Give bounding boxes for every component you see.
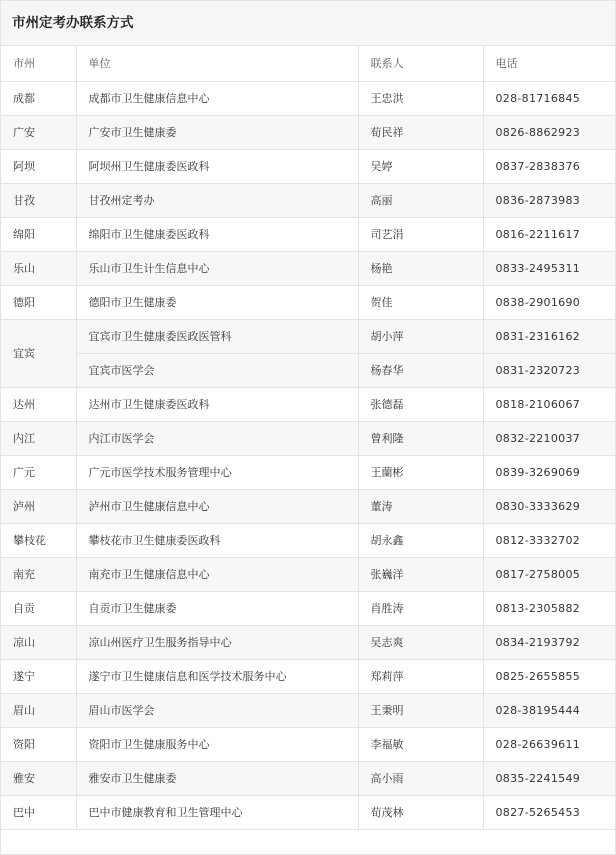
city-cell: 达州 [1, 387, 76, 421]
table-row [1, 115, 615, 149]
unit-cell: 自贡市卫生健康委 [76, 591, 358, 625]
table-title: 市州定考办联系方式 [1, 1, 615, 46]
phone-cell: 0837-2838376 [483, 149, 615, 183]
table-row [1, 557, 615, 591]
unit-cell: 泸州市卫生健康信息中心 [76, 489, 358, 523]
city-cell: 资阳 [1, 727, 76, 761]
unit-cell: 攀枝花市卫生健康委医政科 [76, 523, 358, 557]
city-cell: 眉山 [1, 693, 76, 727]
city-cell: 攀枝花 [1, 523, 76, 557]
header-unit: 单位 [76, 46, 358, 81]
table-row [1, 489, 615, 523]
table-row [1, 387, 615, 421]
table-row [1, 727, 615, 761]
table-row [1, 591, 615, 625]
unit-cell: 成都市卫生健康信息中心 [76, 81, 358, 115]
phone-cell: 028-38195444 [483, 693, 615, 727]
table-row [1, 625, 615, 659]
phone-cell: 0831-2320723 [483, 353, 615, 387]
unit-cell: 内江市医学会 [76, 421, 358, 455]
unit-cell: 广安市卫生健康委 [76, 115, 358, 149]
phone-cell: 0817-2758005 [483, 557, 615, 591]
contact-cell: 荀民祥 [358, 115, 483, 149]
phone-cell: 0833-2495311 [483, 251, 615, 285]
table-row [1, 149, 615, 183]
contact-cell: 胡小萍 [358, 319, 483, 353]
table-row [1, 761, 615, 795]
contact-cell: 张巍洋 [358, 557, 483, 591]
city-cell: 遂宁 [1, 659, 76, 693]
table-row [1, 795, 615, 829]
city-cell: 南充 [1, 557, 76, 591]
contact-table [1, 46, 615, 830]
table-row [1, 455, 615, 489]
phone-cell: 0839-3269069 [483, 455, 615, 489]
table-row [1, 319, 615, 353]
contact-cell: 张德磊 [358, 387, 483, 421]
city-cell: 泸州 [1, 489, 76, 523]
unit-cell: 资阳市卫生健康服务中心 [76, 727, 358, 761]
unit-cell: 绵阳市卫生健康委医政科 [76, 217, 358, 251]
city-cell: 绵阳 [1, 217, 76, 251]
table-header-row [1, 46, 615, 81]
city-cell: 巴中 [1, 795, 76, 829]
unit-cell: 南充市卫生健康信息中心 [76, 557, 358, 591]
contact-cell: 王蘭彬 [358, 455, 483, 489]
contact-cell: 杨艳 [358, 251, 483, 285]
table-row [1, 693, 615, 727]
phone-cell: 0812-3332702 [483, 523, 615, 557]
city-cell: 宜宾 [1, 319, 76, 387]
unit-cell: 乐山市卫生计生信息中心 [76, 251, 358, 285]
contact-cell: 曾利隆 [358, 421, 483, 455]
unit-cell: 宜宾市医学会 [76, 353, 358, 387]
table-row [1, 421, 615, 455]
contact-cell: 肖胜涛 [358, 591, 483, 625]
header-city: 市州 [1, 46, 76, 81]
city-cell: 内江 [1, 421, 76, 455]
contact-cell: 王忠洪 [358, 81, 483, 115]
unit-cell: 遂宁市卫生健康信息和医学技术服务中心 [76, 659, 358, 693]
contact-cell: 杨春华 [358, 353, 483, 387]
phone-cell: 0832-2210037 [483, 421, 615, 455]
phone-cell: 0825-2655855 [483, 659, 615, 693]
phone-cell: 0835-2241549 [483, 761, 615, 795]
city-cell: 德阳 [1, 285, 76, 319]
phone-cell: 0836-2873983 [483, 183, 615, 217]
city-cell: 广安 [1, 115, 76, 149]
phone-cell: 0826-8862923 [483, 115, 615, 149]
unit-cell: 宜宾市卫生健康委医政医管科 [76, 319, 358, 353]
city-cell: 广元 [1, 455, 76, 489]
contact-cell: 高丽 [358, 183, 483, 217]
table-row [1, 285, 615, 319]
contact-cell: 李福敏 [358, 727, 483, 761]
phone-cell: 0831-2316162 [483, 319, 615, 353]
contact-cell: 王秉明 [358, 693, 483, 727]
phone-cell: 0813-2305882 [483, 591, 615, 625]
contact-cell: 司艺涓 [358, 217, 483, 251]
phone-cell: 0830-3333629 [483, 489, 615, 523]
table-row [1, 659, 615, 693]
contact-cell: 胡永鑫 [358, 523, 483, 557]
unit-cell: 广元市医学技术服务管理中心 [76, 455, 358, 489]
table-row [1, 81, 615, 115]
phone-cell: 0816-2211617 [483, 217, 615, 251]
city-cell: 阿坝 [1, 149, 76, 183]
table-row [1, 217, 615, 251]
contact-cell: 高小雨 [358, 761, 483, 795]
header-phone: 电话 [483, 46, 615, 81]
city-cell: 雅安 [1, 761, 76, 795]
phone-cell: 028-26639611 [483, 727, 615, 761]
phone-cell: 0827-5265453 [483, 795, 615, 829]
unit-cell: 凉山州医疗卫生服务指导中心 [76, 625, 358, 659]
header-contact: 联系人 [358, 46, 483, 81]
unit-cell: 达州市卫生健康委医政科 [76, 387, 358, 421]
unit-cell: 甘孜州定考办 [76, 183, 358, 217]
table-row [1, 353, 615, 387]
city-cell: 自贡 [1, 591, 76, 625]
contact-cell: 吴志爽 [358, 625, 483, 659]
contact-cell: 荀茂林 [358, 795, 483, 829]
contact-cell: 贺佳 [358, 285, 483, 319]
phone-cell: 0838-2901690 [483, 285, 615, 319]
unit-cell: 阿坝州卫生健康委医政科 [76, 149, 358, 183]
city-cell: 成都 [1, 81, 76, 115]
unit-cell: 德阳市卫生健康委 [76, 285, 358, 319]
unit-cell: 巴中市健康教育和卫生管理中心 [76, 795, 358, 829]
phone-cell: 0834-2193792 [483, 625, 615, 659]
table-row [1, 183, 615, 217]
contact-cell: 董涛 [358, 489, 483, 523]
city-cell: 乐山 [1, 251, 76, 285]
unit-cell: 雅安市卫生健康委 [76, 761, 358, 795]
phone-cell: 028-81716845 [483, 81, 615, 115]
table-row [1, 251, 615, 285]
unit-cell: 眉山市医学会 [76, 693, 358, 727]
city-cell: 甘孜 [1, 183, 76, 217]
table-row [1, 523, 615, 557]
contact-cell: 郑莉萍 [358, 659, 483, 693]
phone-cell: 0818-2106067 [483, 387, 615, 421]
contact-cell: 吴婷 [358, 149, 483, 183]
city-cell: 凉山 [1, 625, 76, 659]
